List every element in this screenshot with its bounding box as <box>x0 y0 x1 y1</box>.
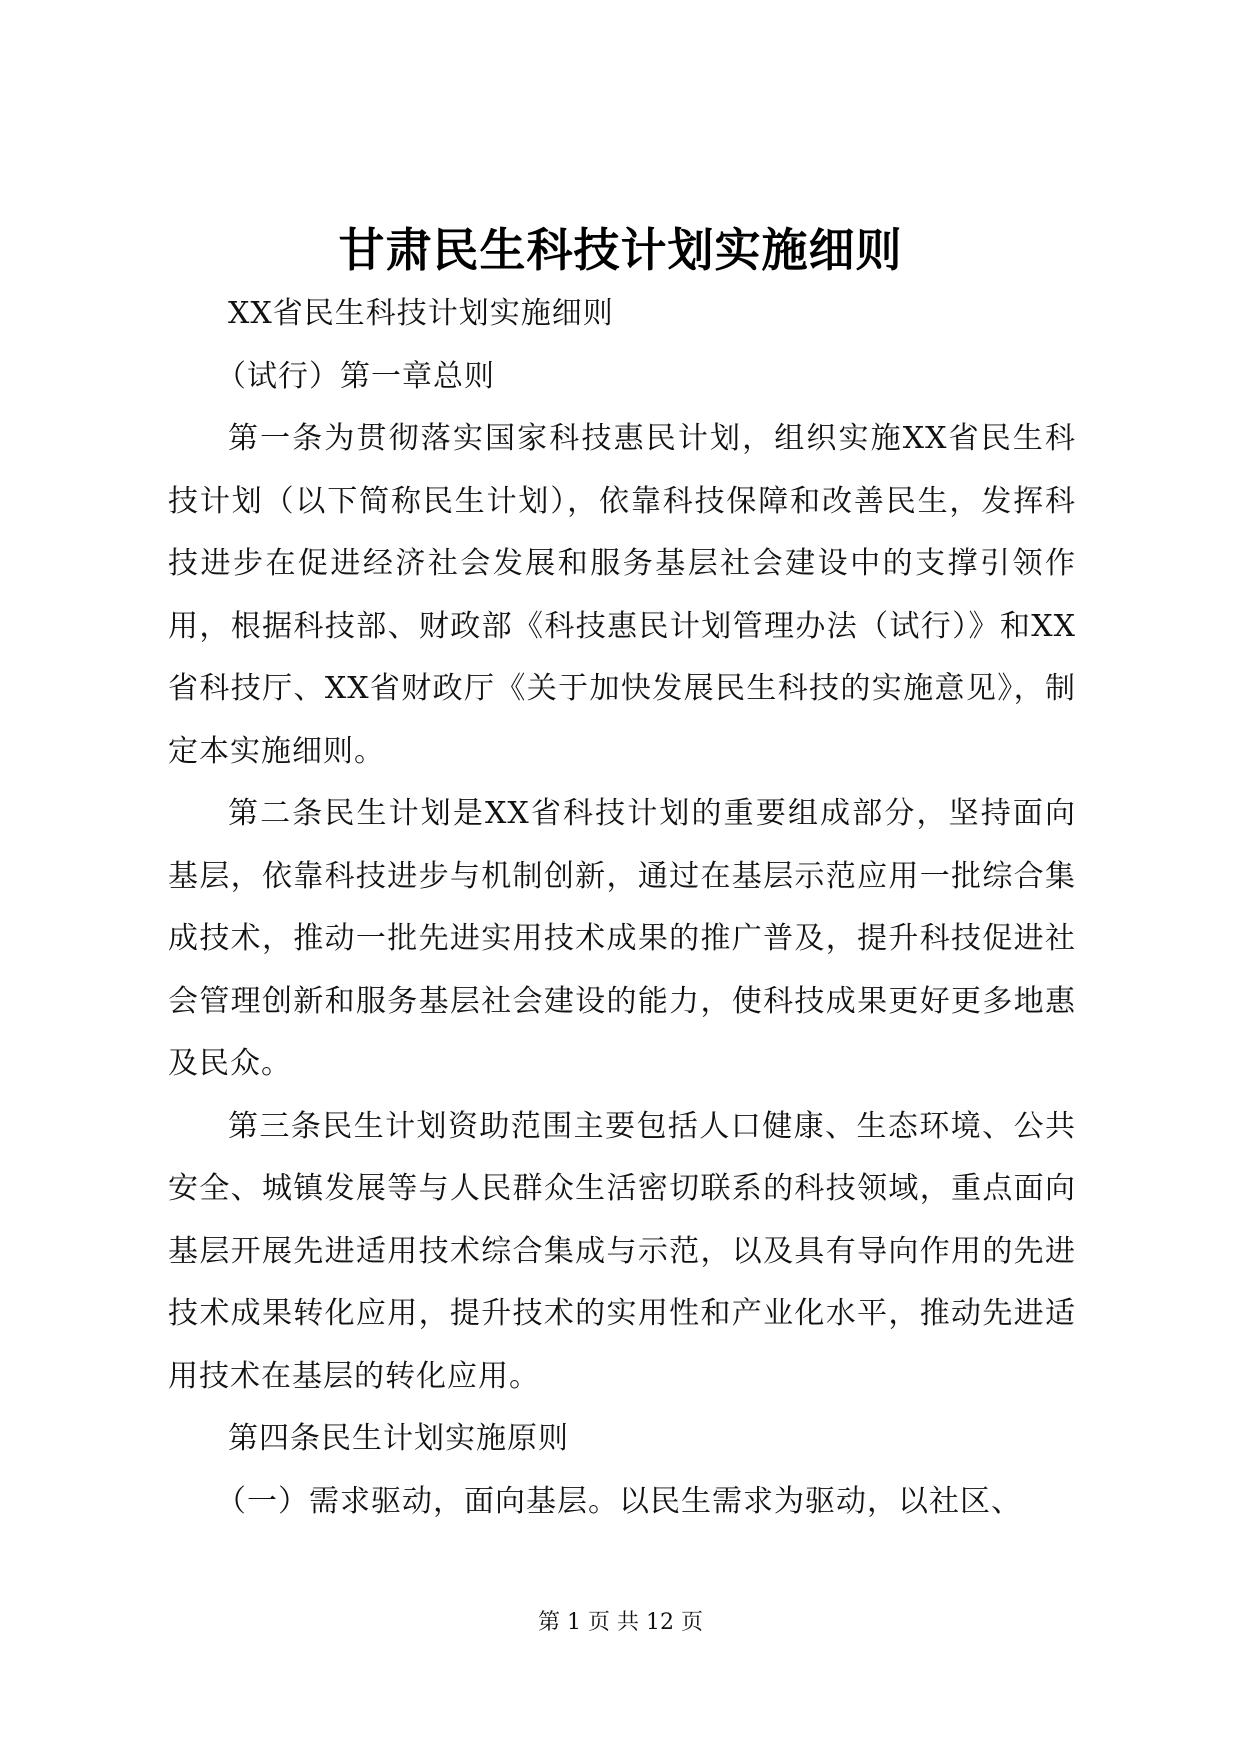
paragraph-article-4: 第四条民生计划实施原则 <box>228 1421 569 1456</box>
page-number: 第 1 页 共 12 页 <box>538 1610 703 1635</box>
document-body <box>168 283 1076 1533</box>
paragraph-article-1: 第一条为贯彻落实国家科技惠民计划，组织实施XX省民生科技计划（以下简称民生计划），依靠科技保障和改善民生，发挥科技进步在促进经济社会发展和服务基层社会建设中的支撑引领作用，根据科技部、财政部《科技惠民计划管理办法（试行）》和XX省科技厅、XX省财政厅《关于加快发展民生科技的实施意见》，制定本实施细则。 <box>168 421 1076 769</box>
paragraph-chapter-heading: （试行）第一章总则 <box>216 358 495 394</box>
paragraph-article-2: 第二条民生计划是XX省科技计划的重要组成部分，坚持面向基层，依靠科技进步与机制创新，通过在基层示范应用一批综合集成技术，推动一批先进实用技术成果的推广普及，提升科技促进社会管理创新和服务基层社会建设的能力，使科技成果更好更多地惠及民众。 <box>168 796 1076 1081</box>
paragraph-subtitle: XX省民生科技计划实施细则 <box>228 296 614 331</box>
paragraph-item-1: （一）需求驱动，面向基层。以民生需求为驱动，以社区、 <box>216 1483 1022 1519</box>
paragraph-article-3: 第三条民生计划资助范围主要包括人口健康、生态环境、公共安全、城镇发展等与人民群众生活密切联系的科技领域，重点面向基层开展先进适用技术综合集成与示范，以及具有导向作用的先进技术成果转化应用，提升技术的实用性和产业化水平，推动先进适用技术在基层的转化应用。 <box>168 1108 1076 1394</box>
document-title: 甘肃民生科技计划实施细则 <box>338 223 903 277</box>
